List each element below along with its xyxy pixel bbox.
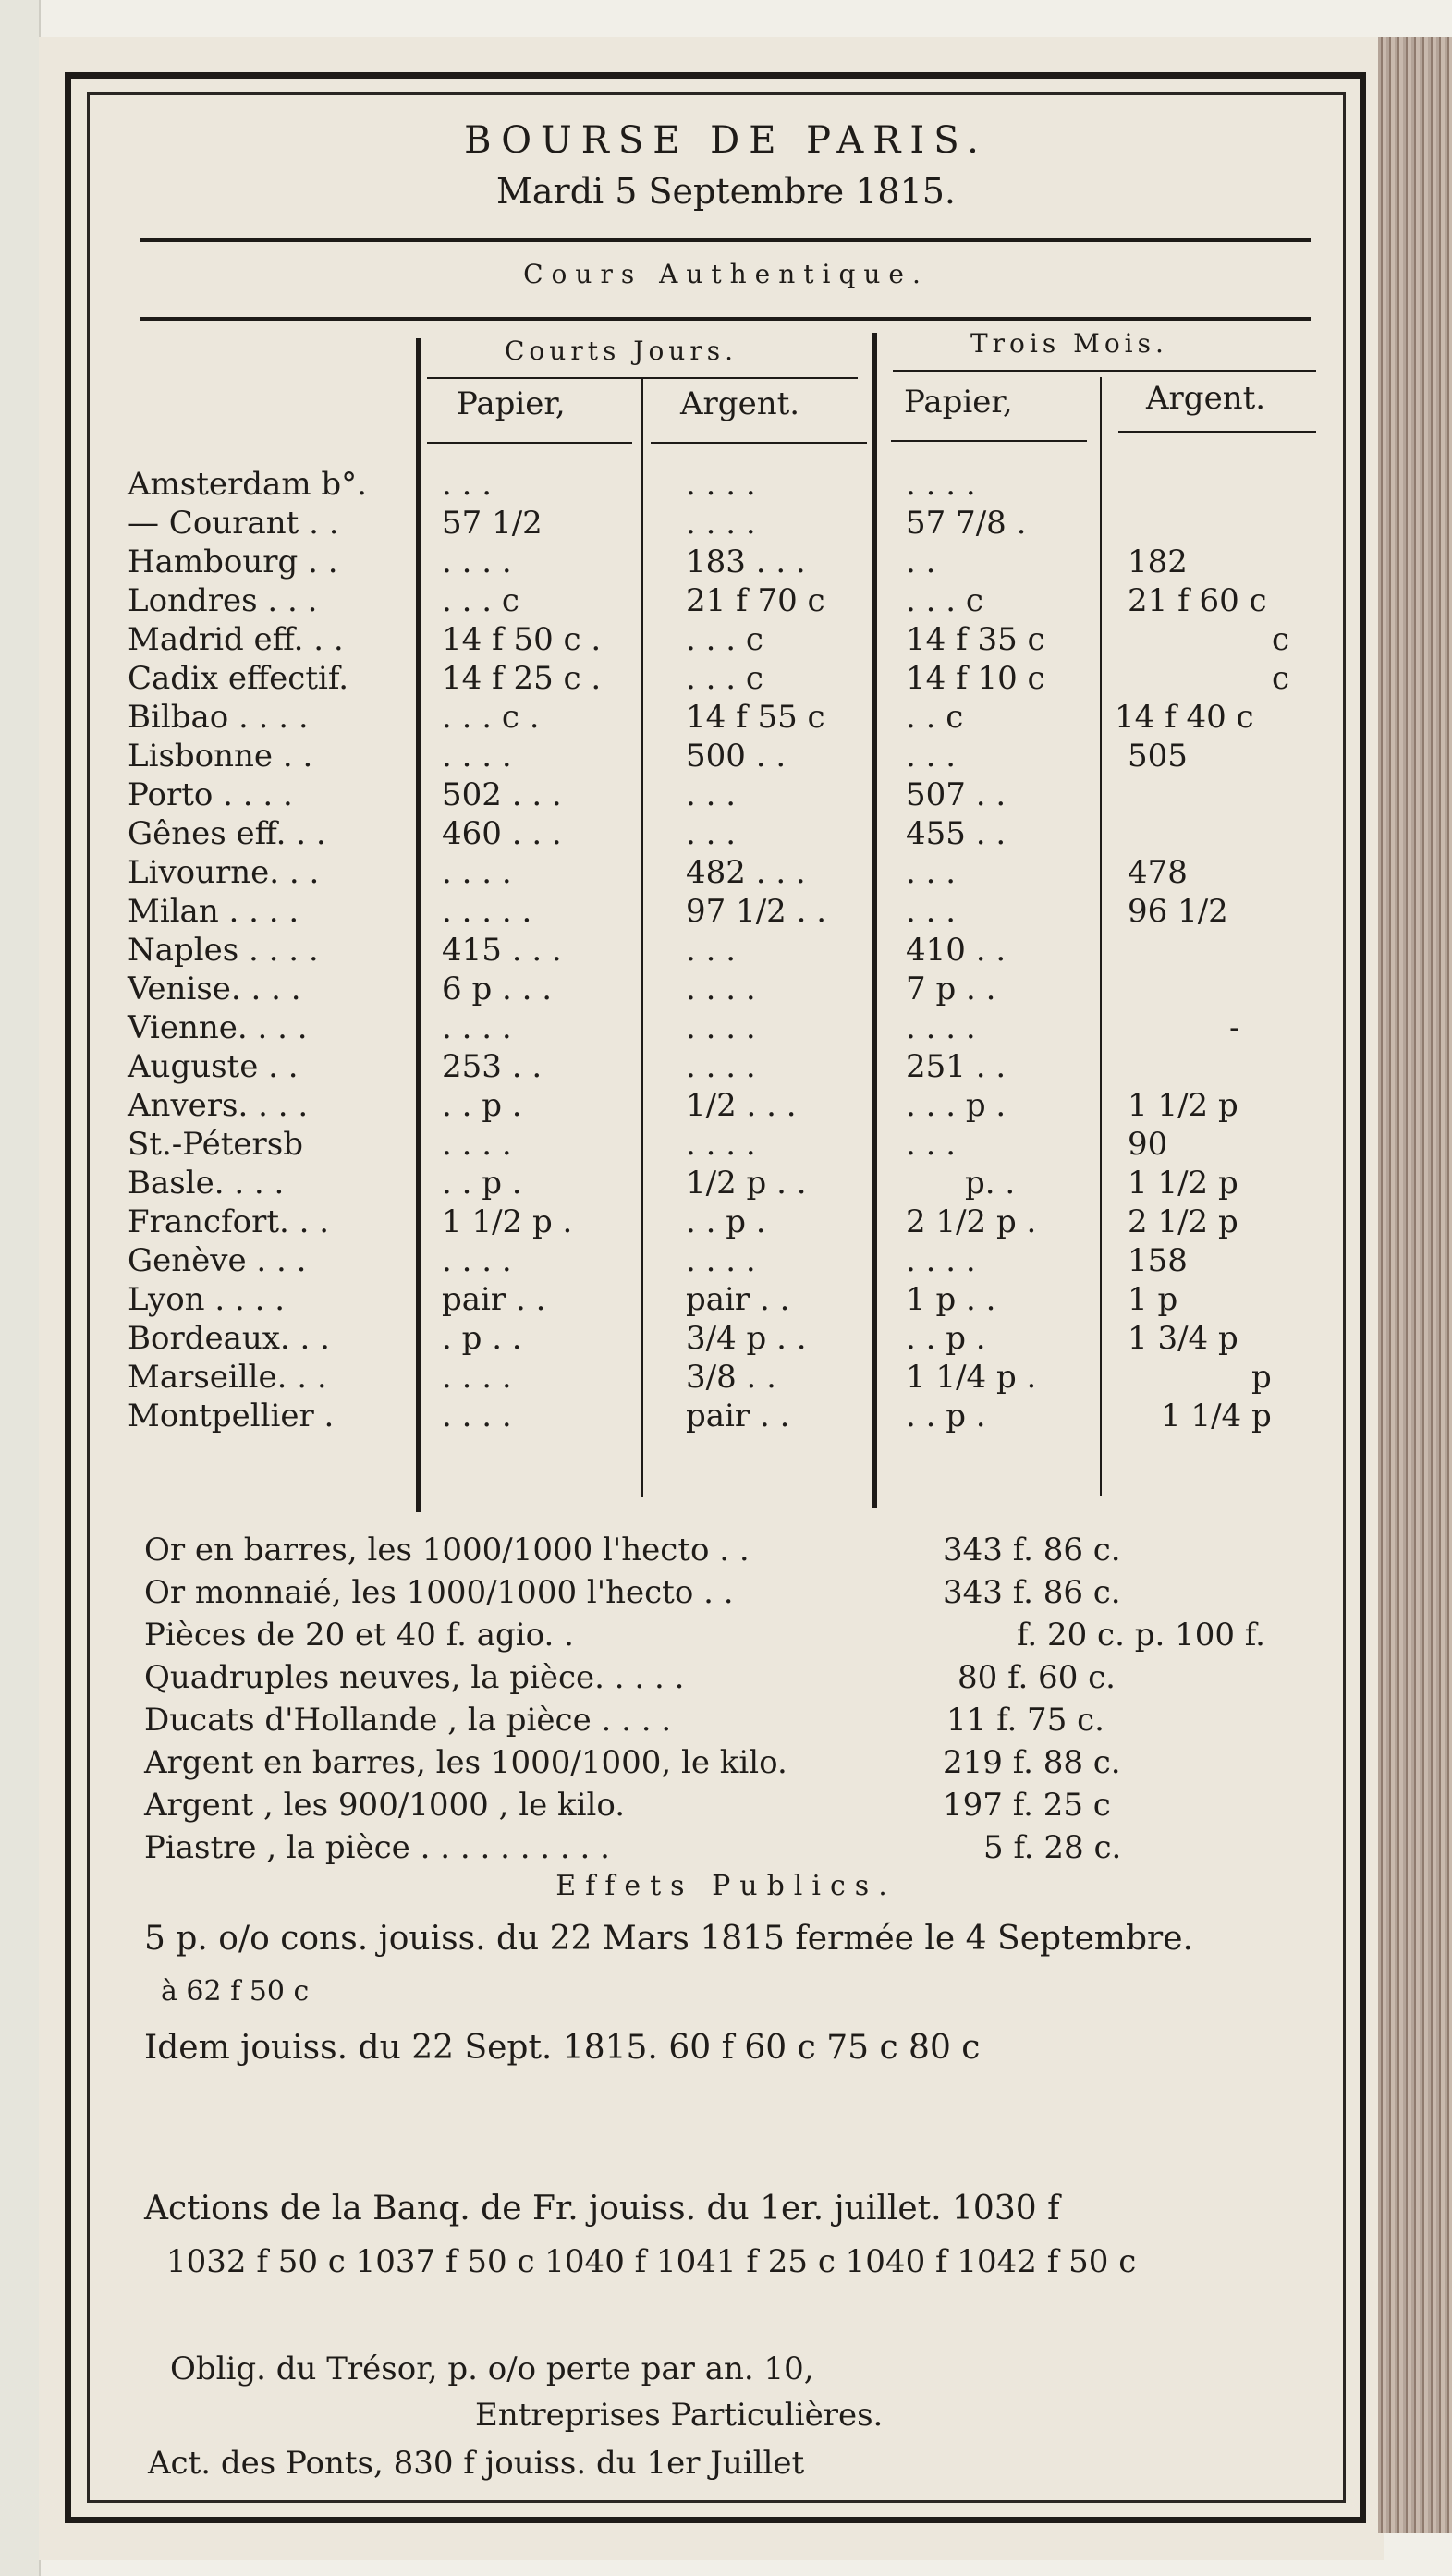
rule-sub-3 [891, 440, 1087, 442]
row-city: Hambourg . . [128, 543, 338, 580]
date-line: Mardi 5 Septembre 1815. [495, 171, 957, 212]
cell-tm-papier: 455 . . [906, 815, 1007, 852]
cell-cj-papier: . . . . . [442, 893, 532, 930]
cell-cj-papier: 1 1/2 p . [442, 1203, 573, 1240]
row-city: Porto . . . . [128, 776, 293, 813]
row-city: St.-Pétersb [128, 1126, 303, 1163]
cell-tm-papier: p. . [965, 1165, 1016, 1202]
metal-name: Ducats d'Hollande , la pièce . . . . [144, 1702, 672, 1739]
cell-cj-papier: . p . . [442, 1320, 522, 1357]
cell-cj-papier: . . p . [442, 1165, 522, 1202]
cell-cj-argent: . . . . [686, 466, 756, 503]
cell-cj-papier: 253 . . [442, 1048, 543, 1085]
cell-cj-argent: 3/8 . . [686, 1359, 776, 1396]
cell-cj-argent: . . . . [686, 1048, 756, 1085]
cell-tm-papier: . . . [906, 893, 957, 930]
row-city: Vienne. . . . [128, 1009, 308, 1046]
cell-tm-argent: 158 [1128, 1242, 1188, 1279]
cell-cj-argent: . . . . [686, 1009, 756, 1046]
cell-tm-papier: . . . . [906, 1009, 976, 1046]
cell-cj-papier: . . . . [442, 1242, 512, 1279]
metal-value: f. 20 c. p. 100 f. [1017, 1617, 1265, 1654]
cell-tm-papier: 7 p . . [906, 971, 996, 1007]
row-city: Cadix effectif. [128, 660, 349, 697]
cell-tm-argent: 90 [1128, 1126, 1168, 1163]
cell-cj-papier: pair . . [442, 1281, 546, 1318]
row-city: Gênes eff. . . [128, 815, 326, 852]
metal-name: Argent , les 900/1000 , le kilo. [144, 1787, 626, 1824]
cell-tm-argent: 1 3/4 p [1128, 1320, 1238, 1357]
subhead-argent-1: Argent. [680, 385, 800, 422]
row-city: Livourne. . . [128, 854, 320, 891]
metal-name: Argent en barres, les 1000/1000, le kilo. [144, 1744, 787, 1781]
cell-cj-papier: 6 p . . . [442, 971, 553, 1007]
cell-tm-argent: 14 f 40 c [1115, 699, 1254, 736]
row-city: Anvers. . . . [128, 1087, 309, 1124]
effets-line: à 62 f 50 c [161, 1975, 310, 2008]
effets-line: Oblig. du Trésor, p. o/o perte par an. 10, [170, 2350, 814, 2387]
left-page-margin [0, 0, 41, 2576]
cell-cj-papier: . . . . [442, 1398, 512, 1435]
page-title: BOURSE DE PARIS. [464, 119, 988, 162]
cell-cj-papier: . . . c [442, 582, 519, 619]
cell-tm-papier: . . . c [906, 582, 983, 619]
cell-tm-papier: . . . . [906, 466, 976, 503]
cell-tm-papier: . . . . [906, 1242, 976, 1279]
metal-value: 80 f. 60 c. [958, 1659, 1116, 1696]
row-city: Bilbao . . . . [128, 699, 309, 736]
row-city: Milan . . . . [128, 893, 299, 930]
cell-cj-papier: . . p . [442, 1087, 522, 1124]
metal-name: Quadruples neuves, la pièce. . . . . [144, 1659, 685, 1696]
cell-tm-papier: 14 f 10 c [906, 660, 1045, 697]
cell-cj-argent: . . . . [686, 1242, 756, 1279]
metal-value: 343 f. 86 c. [943, 1574, 1121, 1611]
cell-tm-argent: 1 1/2 p [1128, 1087, 1238, 1124]
cell-tm-papier: 1 p . . [906, 1281, 996, 1318]
col-sep-4 [1100, 377, 1102, 1496]
cell-cj-argent: 1/2 . . . [686, 1087, 797, 1124]
metal-value: 11 f. 75 c. [946, 1702, 1104, 1739]
cell-cj-argent: pair . . [686, 1398, 790, 1435]
col-sep-3 [872, 333, 877, 1508]
rule-top [140, 238, 1311, 242]
cell-tm-argent: 505 [1128, 738, 1188, 775]
metal-value: 343 f. 86 c. [943, 1532, 1121, 1569]
cell-tm-argent: 2 1/2 p [1128, 1203, 1238, 1240]
cell-tm-argent: c [1272, 621, 1290, 658]
row-city: Venise. . . . [128, 971, 301, 1007]
cell-cj-argent: 500 . . [686, 738, 787, 775]
cell-cj-argent: 183 . . . [686, 543, 806, 580]
cell-tm-argent: 21 f 60 c [1128, 582, 1267, 619]
cell-tm-papier: . . p . [906, 1320, 986, 1357]
cell-cj-papier: . . . c . [442, 699, 540, 736]
cell-tm-argent: p [1251, 1359, 1272, 1396]
cell-cj-argent: 1/2 p . . [686, 1165, 807, 1202]
row-city: Bordeaux. . . [128, 1320, 330, 1357]
row-city: Madrid eff. . . [128, 621, 344, 658]
rule-sub-2 [651, 442, 867, 444]
cell-tm-argent: 478 [1128, 854, 1188, 891]
row-city: Marseille. . . [128, 1359, 327, 1396]
cell-cj-papier: . . . . [442, 1359, 512, 1396]
cell-cj-papier: 415 . . . [442, 932, 562, 969]
effets-line: Actions de la Banq. de Fr. jouiss. du 1er. juillet. 1030 f [144, 2190, 1060, 2228]
cell-cj-argent: . . . . [686, 505, 756, 542]
cell-tm-papier: . . [906, 543, 936, 580]
section-heading-effets: Effets Publics. [555, 1870, 897, 1902]
row-city: Lisbonne . . [128, 738, 313, 775]
cell-cj-papier: . . . . [442, 738, 512, 775]
row-city: Auguste . . [128, 1048, 299, 1085]
cell-cj-papier: 14 f 25 c . [442, 660, 602, 697]
effets-line: 5 p. o/o cons. jouiss. du 22 Mars 1815 fermée le 4 Septembre. [144, 1920, 1193, 1958]
row-city: — Courant . . [128, 505, 339, 542]
rule-sub-4 [1118, 431, 1316, 433]
rule-group-2 [893, 370, 1316, 372]
cell-tm-papier: . . c [906, 699, 964, 736]
section-heading: Cours Authentique. [523, 259, 929, 289]
metal-value: 219 f. 88 c. [943, 1744, 1121, 1781]
cell-cj-argent: . . . c [686, 621, 763, 658]
cell-tm-papier: 507 . . [906, 776, 1007, 813]
cell-cj-argent: 14 f 55 c [686, 699, 825, 736]
metal-value: 197 f. 25 c [943, 1787, 1111, 1824]
cell-cj-papier: 57 1/2 [442, 505, 543, 542]
cell-tm-papier: . . p . [906, 1398, 986, 1435]
group-trois-mois: Trois Mois. [970, 328, 1168, 359]
cell-cj-papier: . . . . [442, 543, 512, 580]
cell-tm-argent: 1 1/4 p [1161, 1398, 1272, 1435]
cell-tm-papier: 410 . . [906, 932, 1007, 969]
row-city: Basle. . . . [128, 1165, 285, 1202]
cell-tm-papier: . . . [906, 854, 957, 891]
cell-cj-papier: . . . [442, 466, 493, 503]
cell-cj-papier: . . . . [442, 1009, 512, 1046]
cell-tm-papier: 251 . . [906, 1048, 1007, 1085]
cell-cj-argent: pair . . [686, 1281, 790, 1318]
cell-tm-argent: 96 1/2 [1128, 893, 1228, 930]
cell-tm-papier: 57 7/8 . [906, 505, 1027, 542]
cell-tm-papier: . . . [906, 1126, 957, 1163]
cell-tm-papier: 2 1/2 p . [906, 1203, 1037, 1240]
row-city: Francfort. . . [128, 1203, 330, 1240]
cell-cj-argent: . . p . [686, 1203, 766, 1240]
metal-name: Piastre , la pièce . . . . . . . . . . [144, 1829, 610, 1866]
cell-tm-argent: 1 1/2 p [1128, 1165, 1238, 1202]
cell-tm-argent: - [1229, 1009, 1240, 1046]
cell-tm-papier: 14 f 35 c [906, 621, 1045, 658]
cell-cj-argent: . . . [686, 815, 737, 852]
effets-line: Act. des Ponts, 830 f jouiss. du 1er Juillet [148, 2445, 805, 2482]
row-city: Montpellier . [128, 1398, 335, 1435]
col-sep-2 [641, 377, 643, 1497]
row-city: Amsterdam b°. [128, 466, 367, 503]
cell-cj-argent: 97 1/2 . . [686, 893, 827, 930]
subhead-papier-1: Papier, [457, 385, 566, 422]
cell-cj-argent: . . . [686, 776, 737, 813]
col-sep-1 [416, 338, 421, 1512]
cell-tm-argent: 182 [1128, 543, 1188, 580]
effets-line: Entreprises Particulières. [475, 2397, 884, 2434]
group-courts-jours: Courts Jours. [505, 336, 738, 366]
effets-line: 1032 f 50 c 1037 f 50 c 1040 f 1041 f 25 c 1040 f 1042 f 50 c [166, 2243, 1137, 2280]
cell-cj-argent: . . . . [686, 971, 756, 1007]
cell-cj-argent: . . . [686, 932, 737, 969]
rule-sub-1 [427, 442, 632, 444]
cell-cj-argent: . . . c [686, 660, 763, 697]
cell-cj-argent: 3/4 p . . [686, 1320, 807, 1357]
row-city: Londres . . . [128, 582, 318, 619]
row-city: Genève . . . [128, 1242, 307, 1279]
metal-name: Pièces de 20 et 40 f. agio. . [144, 1617, 574, 1654]
cell-cj-papier: 502 . . . [442, 776, 562, 813]
cell-cj-papier: . . . . [442, 1126, 512, 1163]
subhead-argent-2: Argent. [1146, 380, 1266, 417]
cell-tm-argent: 1 p [1128, 1281, 1178, 1318]
rule-header [140, 317, 1311, 321]
cell-cj-papier: 460 . . . [442, 815, 562, 852]
page-edges [1378, 37, 1452, 2533]
cell-cj-argent: 21 f 70 c [686, 582, 825, 619]
cell-cj-argent: . . . . [686, 1126, 756, 1163]
row-city: Naples . . . . [128, 932, 319, 969]
cell-tm-papier: . . . p . [906, 1087, 1007, 1124]
cell-tm-papier: 1 1/4 p . [906, 1359, 1037, 1396]
cell-cj-papier: 14 f 50 c . [442, 621, 602, 658]
cell-cj-argent: 482 . . . [686, 854, 806, 891]
cell-cj-papier: . . . . [442, 854, 512, 891]
metal-name: Or en barres, les 1000/1000 l'hecto . . [144, 1532, 750, 1569]
row-city: Lyon . . . . [128, 1281, 286, 1318]
effets-line: Idem jouiss. du 22 Sept. 1815. 60 f 60 c 75 c 80 c [144, 2029, 981, 2067]
metal-value: 5 f. 28 c. [983, 1829, 1122, 1866]
metal-name: Or monnaié, les 1000/1000 l'hecto . . [144, 1574, 734, 1611]
cell-tm-papier: . . . [906, 738, 957, 775]
subhead-papier-2: Papier, [904, 384, 1013, 421]
cell-tm-argent: c [1272, 660, 1290, 697]
